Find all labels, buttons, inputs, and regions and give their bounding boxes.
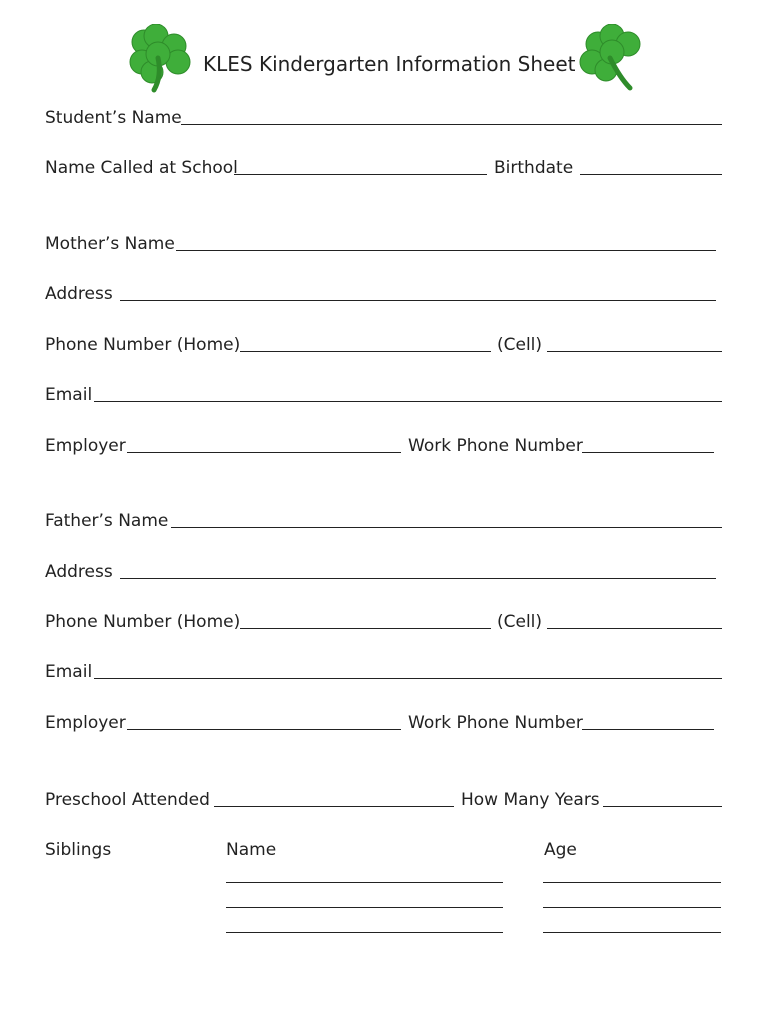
shamrock-icon: [122, 24, 194, 94]
sibling-age-field-2[interactable]: [543, 907, 721, 908]
father-phone-home-label: Phone Number (Home): [45, 612, 241, 632]
shamrock-icon: [576, 24, 648, 94]
father-cell-label: (Cell): [497, 612, 543, 632]
birthdate-field[interactable]: [580, 174, 722, 175]
father-address-label: Address: [45, 562, 113, 582]
mother-cell-field[interactable]: [547, 351, 722, 352]
father-name-field[interactable]: [171, 527, 722, 528]
preschool-years-field[interactable]: [603, 806, 722, 807]
mother-work-phone-field[interactable]: [582, 452, 714, 453]
father-email-label: Email: [45, 662, 93, 682]
siblings-label: Siblings: [45, 840, 112, 860]
student-name-field[interactable]: [181, 124, 722, 125]
father-address-field[interactable]: [120, 578, 716, 579]
father-phone-home-field[interactable]: [240, 628, 491, 629]
mother-cell-label: (Cell): [497, 335, 543, 355]
mother-employer-label: Employer: [45, 436, 126, 456]
father-email-field[interactable]: [94, 678, 722, 679]
sibling-name-field-1[interactable]: [226, 882, 503, 883]
father-name-label: Father’s Name: [45, 511, 169, 531]
mother-address-label: Address: [45, 284, 113, 304]
page-title: KLES Kindergarten Information Sheet: [203, 52, 576, 76]
siblings-age-header: Age: [544, 840, 577, 860]
father-work-phone-label: Work Phone Number: [408, 713, 583, 733]
mother-phone-home-field[interactable]: [240, 351, 491, 352]
name-called-label: Name Called at School: [45, 158, 238, 178]
sibling-age-field-3[interactable]: [543, 932, 721, 933]
siblings-name-header: Name: [226, 840, 277, 860]
student-name-label: Student’s Name: [45, 108, 182, 128]
mother-phone-home-label: Phone Number (Home): [45, 335, 241, 355]
father-employer-label: Employer: [45, 713, 126, 733]
sibling-name-field-3[interactable]: [226, 932, 503, 933]
mother-email-label: Email: [45, 385, 93, 405]
preschool-attended-label: Preschool Attended: [45, 790, 210, 810]
name-called-field[interactable]: [234, 174, 487, 175]
mother-address-field[interactable]: [120, 300, 716, 301]
mother-email-field[interactable]: [94, 401, 722, 402]
father-cell-field[interactable]: [547, 628, 722, 629]
sibling-age-field-1[interactable]: [543, 882, 721, 883]
sibling-name-field-2[interactable]: [226, 907, 503, 908]
mother-work-phone-label: Work Phone Number: [408, 436, 583, 456]
mother-employer-field[interactable]: [127, 452, 401, 453]
mother-name-label: Mother’s Name: [45, 234, 175, 254]
father-employer-field[interactable]: [127, 729, 401, 730]
preschool-years-label: How Many Years: [461, 790, 600, 810]
mother-name-field[interactable]: [176, 250, 716, 251]
birthdate-label: Birthdate: [494, 158, 574, 178]
father-work-phone-field[interactable]: [582, 729, 714, 730]
preschool-attended-field[interactable]: [214, 806, 454, 807]
